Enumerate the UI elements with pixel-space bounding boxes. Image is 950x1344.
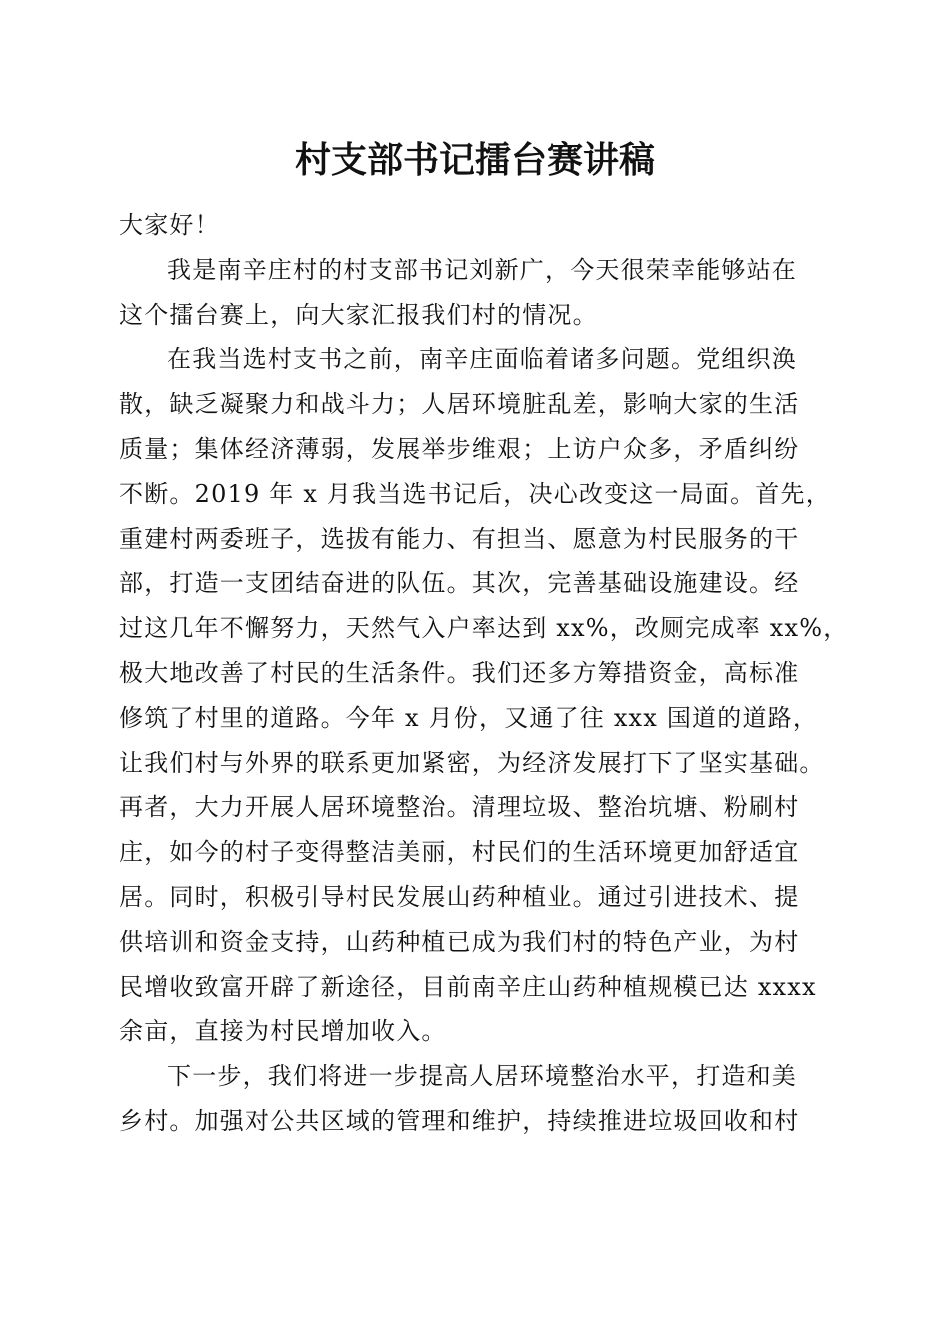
document-title: 村支部书记擂台赛讲稿 (294, 139, 655, 181)
paragraph-line: 让我们村与外界的联系更加紧密，为经济发展打下了坚实基础。 (119, 748, 825, 777)
paragraph-line: 散，缺乏凝聚力和战斗力；人居环境脏乱差，影响大家的生活 (119, 390, 800, 419)
paragraph-line: 供培训和资金支持，山药种植已成为我们村的特色产业，为村 (119, 927, 800, 956)
paragraph-line: 极大地改善了村民的生活条件。我们还多方筹措资金，高标准 (119, 658, 800, 687)
paragraph-line: 部，打造一支团结奋进的队伍。其次，完善基础设施建设。经 (119, 569, 800, 598)
paragraph-line: 乡村。加强对公共区域的管理和维护，持续推进垃圾回收和村 (119, 1106, 800, 1135)
paragraph-line: 居。同时，积极引导村民发展山药种植业。通过引进技术、提 (119, 882, 800, 911)
paragraph-line: 过这几年不懈努力，天然气入户率达到 xx%，改厕完成率 xx%， (119, 614, 849, 643)
document-body (119, 203, 849, 1144)
paragraph-line: 民增收致富开辟了新途径，目前南辛庄山药种植规模已达 xxxx (119, 972, 817, 1001)
greeting-line: 大家好！ (119, 211, 220, 239)
paragraph-line: 我是南辛庄村的村支部书记刘新广，今天很荣幸能够站在 (167, 255, 797, 284)
paragraph-line: 在我当选村支书之前，南辛庄面临着诸多问题。党组织涣 (167, 345, 797, 374)
paragraph-line: 不断。2019 年 x 月我当选书记后，决心改变这一局面。首先， (119, 479, 831, 508)
paragraph-line: 庄，如今的村子变得整洁美丽，村民们的生活环境更加舒适宜 (119, 838, 800, 867)
paragraph-line: 这个擂台赛上，向大家汇报我们村的情况。 (119, 300, 598, 329)
paragraph-line: 余亩，直接为村民增加收入。 (119, 1017, 447, 1046)
paragraph-line: 再者，大力开展人居环境整治。清理垃圾、整治坑塘、粉刷村 (119, 793, 800, 822)
paragraph-line: 修筑了村里的道路。今年 x 月份，又通了往 xxx 国道的道路， (119, 703, 819, 732)
paragraph-line: 质量；集体经济薄弱，发展举步维艰；上访户众多，矛盾纠纷 (119, 434, 800, 463)
paragraph-line: 下一步，我们将进一步提高人居环境整治水平，打造和美 (167, 1062, 797, 1091)
paragraph-line: 重建村两委班子，选拔有能力、有担当、愿意为村民服务的干 (119, 524, 800, 553)
